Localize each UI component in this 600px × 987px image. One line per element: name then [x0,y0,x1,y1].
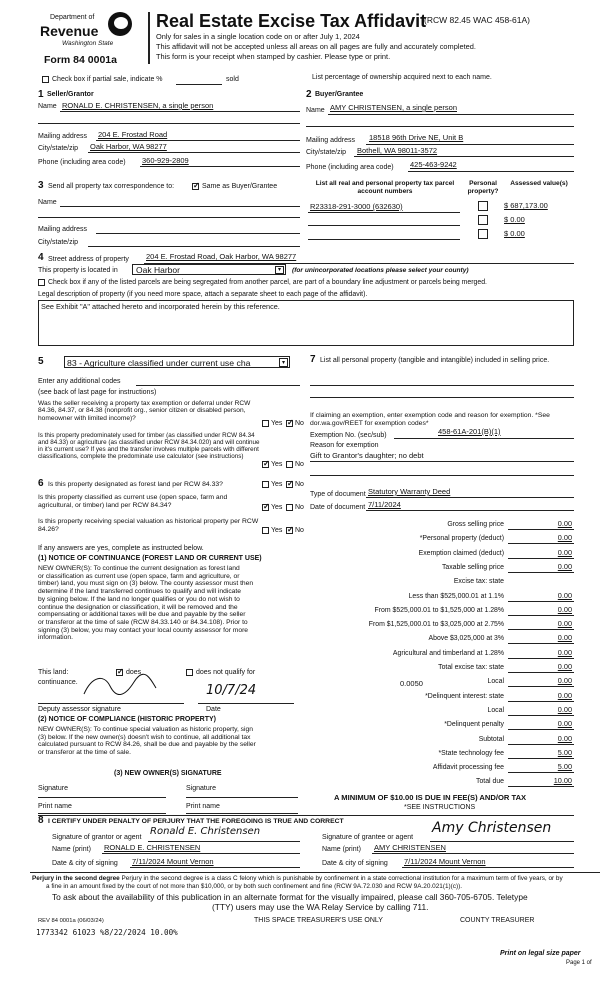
parcel-line-1 [308,212,460,213]
located-select[interactable] [132,264,286,275]
cont-line-5: continue the designation or classification, it will be removed and the [38,603,238,611]
buyer-phone-value[interactable]: 425-463-9242 [410,160,457,169]
print-name-line-1 [38,813,166,814]
tax-row-value[interactable]: 0.00 [557,533,572,543]
sec7-text: List all personal property (tangible and intangible) included in selling price. [320,357,550,364]
print-name-label-2: Print name [186,803,220,810]
treasurer-only: THIS SPACE TREASURER'S USE ONLY [254,917,383,924]
assessor-signature-scribble [80,672,160,700]
buyer-name-value[interactable]: AMY CHRISTENSEN, a single person [330,103,457,112]
partial-pct-line [176,84,222,85]
buyer-city-label: City/state/zip [306,149,347,156]
hist-line-3: or transferor at the time of sale. [38,749,131,757]
cont-line-0: NEW OWNER(S): To continue the current designation as forest land [38,565,240,572]
seller-mailing-label: Mailing address [38,133,88,140]
tax-row-line [508,615,574,616]
tax-row-line [508,629,574,630]
boundary-label: Check box if any of the listed parcels are being segregated from another parcel, are part of a boundary line adjustment or parcels being merged. [48,279,487,286]
tax-row-value[interactable]: 0.00 [557,690,572,700]
hist-line-1: (3) below. If the new owner(s) doesn't wish to continue, all additional tax [38,733,251,741]
tax-row-line [508,572,574,573]
tax-row-line [508,686,574,687]
sec6-q2-yes-checkbox[interactable] [262,504,269,511]
partial-sale-label: Check box if partial sale, indicate % [52,76,163,83]
cont-line-8: signing (3) below, you may contact your local county assessor for more [38,626,249,634]
wa-swoosh-inner [114,17,128,29]
located-label: This property is located in [38,267,118,274]
sec3-city-label: City/state/zip [38,239,79,246]
dept-line2: Revenue [40,23,99,39]
tax-row-label: Excise tax: state [453,578,504,586]
sec3-mailing-line [96,233,300,234]
assessor-sig-line [38,703,184,704]
header-note1: Only for sales in a single location code on or after July 1, 2024 [156,32,360,41]
sec6-q2-yes-label: Yes [271,504,283,511]
alt-format-line2: (TTY) users may use the WA Relay Service by calling 711. [212,902,429,912]
tax-row-value[interactable]: 0.00 [557,633,572,643]
dept-line1: Department of [50,14,95,21]
boundary-checkbox[interactable] [38,279,45,286]
tax-row-label: Gross selling price [447,521,504,528]
perjury-text-1: Perjury in the second degree is a class C felony which is punishable by confinement in a state correctional institution for a maximum term of five years, or by [121,875,563,882]
sec6-q1-yes-label: Yes [271,481,283,488]
sec5-num: 5 [38,356,44,367]
personal-col-header: Personal property? [467,180,499,195]
signature-label-1: Signature [38,785,68,792]
buyer-mailing-line [366,144,574,145]
seller-city-value[interactable]: Oak Harbor, WA 98277 [90,142,167,151]
minimum-note: A MINIMUM OF $10.00 IS DUE IN FEE(S) AND/OR TAX [334,793,527,802]
seller-name-value[interactable]: RONALD E. CHRISTENSEN, a single person [62,101,214,110]
see-instructions: *SEE INSTRUCTIONS [404,804,476,811]
tax-row-value[interactable]: 0.00 [557,733,572,743]
hist-line-0: NEW OWNER(S): To continue special valuation as historic property, sign [38,726,253,733]
sec3-city-line [88,246,300,247]
grantor-date-label: Date & city of signing [52,860,118,867]
assessed-value-2[interactable]: $ 0.00 [504,215,525,224]
personal-property-checkbox-1[interactable] [478,201,488,211]
sec7-line-2 [310,397,574,398]
sec6-q3-no-checkbox[interactable] [286,527,293,534]
personal-property-checkbox-3[interactable] [478,229,488,239]
sec8-top-border [38,815,574,816]
chevron-down-icon[interactable]: ▾ [279,358,288,367]
assessor-date-line [198,703,294,704]
sec6-q1-no-label: No [295,481,304,488]
local-rate-value[interactable]: 0.0050 [400,679,423,688]
doc-date-value[interactable]: 7/11/2024 [368,500,401,509]
doc-type-line [366,497,574,498]
tax-row-line [508,601,574,602]
tax-row-value[interactable]: 0.00 [557,719,572,729]
tax-row-label: Exemption claimed (deduct) [418,549,504,557]
buyer-name-label: Name [306,107,325,114]
street-value[interactable]: 204 E. Frostad Road, Oak Harbor, WA 98277 [146,252,297,261]
sec5-q2-no-checkbox[interactable] [286,461,293,468]
tax-row-line [508,658,574,659]
sec5-q2-yes-label: Yes [271,461,283,468]
doc-type-value[interactable]: Statutory Warranty Deed [368,487,451,496]
new-owner-sig-line-2 [186,797,298,798]
doc-date-label: Date of document [310,504,366,511]
deputy-label: Deputy assessor signature [38,706,121,713]
seller-heading: Seller/Grantor [47,91,94,98]
signature-label-2: Signature [186,785,216,792]
tax-row-label: Local [487,706,504,714]
header-note3: This form is your receipt when stamped by cashier. Please type or print. [156,52,391,61]
tax-row-value[interactable]: 0.00 [557,547,572,557]
sec6-q3-no-label: No [295,527,304,534]
exempt-no-label: Exemption No. (sec/sub) [310,432,387,439]
parcel-col-header: List all real and personal property tax parcel account numbers [315,180,455,195]
sec3-label: Send all property tax correspondence to: [48,183,175,190]
print-name-line-2 [186,813,298,814]
tax-row-value[interactable]: 0.00 [557,662,572,671]
sec4-num: 4 [38,252,44,263]
continuance-label: continuance. [38,679,78,686]
doc-type-label: Type of document [310,491,366,498]
sec3-blank-line [38,217,300,218]
use-code-value: 83 - Agriculture classified under current use cha [67,358,251,368]
sec6-num: 6 [38,478,44,489]
reason-label: Reason for exemption [310,442,379,449]
tax-row-value[interactable]: 0.00 [557,704,572,714]
hist-line-2: calculated pursuant to RCW 84.26, shall be due and payable by the seller [38,741,256,749]
does-label: does [126,669,142,676]
if-yes-note: If any answers are yes, complete as instructed below. [38,545,204,552]
tax-row-line [508,772,574,773]
tax-row-label: Local [487,678,504,686]
dor-logo [38,10,138,60]
perjury-lead: Perjury in the second degree [32,875,120,882]
print-name-label-1: Print name [38,803,72,810]
county-treasurer: COUNTY TREASURER [460,917,535,924]
historic-heading: (2) NOTICE OF COMPLIANCE (HISTORIC PROPERTY) [38,716,216,723]
form-title: Real Estate Excise Tax Affidavit [156,11,427,31]
legal-label: Legal description of property (if you need more space, attach a separate sheet to each page of the affidavit). [38,291,368,298]
receipt-stamp: 1773342 61023 %8/22/2024 10.00% [36,928,178,937]
buyer-city-line [354,156,574,157]
buyer-name-line [328,114,574,115]
assessed-col-header: Assessed value(s) [510,180,568,187]
tax-row-value[interactable]: 10.00 [553,776,572,786]
grantor-sig-label: Signature of grantor or agent [52,834,142,841]
does-not-label: does not qualify for [196,669,256,676]
reason-value[interactable]: Gift to Grantor's daughter; no debt [310,451,424,460]
grantor-name-line [102,853,300,854]
buyer-num: 2 [306,89,312,100]
sec6-q1-no-checkbox[interactable] [286,481,293,488]
buyer-mailing-value[interactable]: 18518 96th Drive NE, Unit B [369,133,464,142]
tax-row-label: *Personal property (deduct) [419,535,504,543]
tax-row-label: Less than $525,000.01 at 1.1% [408,592,504,600]
sec5-q1: Was the seller receiving a property tax exemption or deferral under RCW 84.36, 84.37, or 84.38 (nonprofit org., senior citizen or disabled person, homeowner with limited income)? [38,400,251,422]
tax-row-label: Affidavit processing fee [432,764,504,772]
sec5-q1-yes-label: Yes [271,420,283,427]
cont-line-7: or transferor at the time of sale (RCW 84.33.140 or 84.34.108). Prior to [38,618,248,626]
tax-row-line [508,786,574,787]
seller-mailing-line [96,140,300,141]
rev-label: REV 84 0001a (06/03/24) [38,918,104,924]
assessed-value-1[interactable]: $ 687,173.00 [504,201,548,210]
grantor-name-label: Name (print) [52,846,91,853]
tax-row-value[interactable]: 0.00 [557,590,572,600]
this-land-label: This land: [38,669,69,676]
additional-codes-label: Enter any additional codes [38,378,121,385]
grantee-name-line [372,853,574,854]
sec3-name-label: Name [38,199,57,206]
grantor-name-value[interactable]: RONALD E. CHRISTENSEN [104,843,201,852]
tax-row-line [508,701,574,702]
reason-line-2 [310,475,574,476]
continuance-heading: (1) NOTICE OF CONTINUANCE (FOREST LAND OR CURRENT USE) [38,555,262,562]
sec7-num: 7 [310,354,316,365]
cont-line-6: compensating or additional taxes will be due and payable by the seller [38,611,246,619]
tax-row-value[interactable]: 0.00 [557,561,572,571]
tax-row-label: Total due [476,778,504,786]
seller-city-line [88,152,300,153]
legal-description-value: See Exhibit "A" attached hereto and incorporated herein by this reference. [41,302,280,311]
form-citation: (RCW 82.45 WAC 458-61A) [424,15,530,25]
grantor-date-line [130,867,300,868]
sec6-q1: Is this property designated as forest land per RCW 84.33? [48,481,223,488]
buyer-heading: Buyer/Grantee [315,91,364,98]
header-note2: This affidavit will not be accepted unless all areas on all pages are fully and accurately completed. [156,42,476,51]
seller-phone-label: Phone (including area code) [38,159,126,166]
tax-row-line [508,758,574,759]
grantee-name-label: Name (print) [322,846,361,853]
located-select-value: Oak Harbor [136,265,180,275]
sec5-q2: Is this property predominately used for timber (as classified under RCW 84.34 and 84.33) or agriculture (as classified under RCW 84.34.020) and will continue in it's current use? If yes and the transfer involves multiple parcels with different classifications, complete the predominate use calculator (see instructions) [38,432,260,461]
seller-name-line [60,111,300,112]
date-label: Date [206,706,221,713]
sec6-q2-no-checkbox[interactable] [286,504,293,511]
sec5-q1-yes-checkbox[interactable] [262,420,269,427]
alt-format-line1: To ask about the availability of this publication in an alternate format for the visually impaired, please call 360-705-6705. Teletype [52,892,528,902]
sec6-q3-yes-checkbox[interactable] [262,527,269,534]
parcel-line-3 [308,239,460,240]
grantor-date-value[interactable]: 7/11/2024 Mount Vernon [132,857,214,866]
tax-row-line [508,543,574,544]
seller-phone-line [140,166,300,167]
tax-row-label: *Delinquent penalty [444,721,504,729]
seller-blank-line [38,123,300,124]
assessor-sign-date[interactable]: 10/7/24 [206,683,257,698]
cont-line-9: information. [38,634,73,642]
sec5-q2-no-label: No [295,461,304,468]
tax-row-value[interactable]: 0.00 [557,519,572,528]
additional-codes-line [136,385,300,386]
buyer-blank-line [306,126,574,127]
sec3-mailing-label: Mailing address [38,226,88,233]
list-pct-note: List percentage of ownership acquired next to each name. [312,74,492,81]
tax-row-value[interactable]: 0.00 [557,619,572,629]
buyer-phone-line [408,171,574,172]
reason-line [310,461,574,462]
sec6-q2: Is this property classified as current use (open space, farm and agricultural, or timber) land per RCW 84.34? [38,494,228,509]
exempt-claim-note: If claiming an exemption, enter exemption code and reason for exemption. *See dor.wa.gov/REET for exemption codes* [310,412,550,427]
same-as-buyer-label: Same as Buyer/Grantee [202,183,278,190]
tax-row-label: Agricultural and timberland at 1.28% [392,649,504,657]
grantee-date-value[interactable]: 7/11/2024 Mount Vernon [404,857,486,866]
personal-property-checkbox-2[interactable] [478,215,488,225]
tax-row-value[interactable]: 5.00 [557,762,572,772]
tax-row-value[interactable]: 0.00 [557,604,572,614]
partial-sold-label: sold [226,76,239,83]
tax-row-label: *State technology fee [438,749,504,757]
tax-row-value[interactable]: 0.00 [557,676,572,686]
tax-row-line [508,729,574,730]
sec7-line-1 [310,385,574,386]
tax-row-line [508,643,574,644]
unincorp-note: (for unincorporated locations please select your county) [292,267,469,274]
tax-row-label: Above $3,025,000 at 3% [428,635,504,643]
see-back-note: (see back of last page for instructions) [38,389,157,396]
same-as-buyer-checkbox[interactable] [192,183,199,190]
assessed-value-3[interactable]: $ 0.00 [504,229,525,238]
grantee-sig-label: Signature of grantee or agent [322,834,414,841]
tax-row-label: Total excise tax: state [438,664,504,671]
tax-row-line [508,529,574,530]
tax-row-line [508,558,574,559]
use-code-select[interactable] [64,356,290,368]
cont-line-1: or classification as current use (open space, farm and agriculture, or [38,572,240,580]
grantor-signature[interactable]: Ronald E. Christensen [150,826,261,837]
sec6-q3: Is this property receiving special valuation as historical property per RCW 84.26? [38,518,259,533]
seller-city-label: City/state/zip [38,145,79,152]
tax-row-label: From $1,525,000.01 to $3,025,000 at 2.75% [368,621,504,629]
historic-text [38,726,256,757]
tax-row-line [508,715,574,716]
tax-row-value[interactable]: 0.00 [557,647,572,657]
tax-row-label: Subtotal [478,735,504,743]
sec5-q2-yes-checkbox[interactable] [262,461,269,468]
cont-line-3: determine if the land transferred continues to qualify and will indicate [38,588,241,596]
tax-row-line [508,672,574,673]
cont-line-4: by signing below. If the land no longer qualifies or you do not wish to [38,595,240,603]
new-owner-sig-line-1 [38,797,166,798]
parcel-number-1[interactable]: R23318-291-3000 (632630) [310,202,403,211]
grantor-sig-line [148,841,300,842]
page-number: Page 1 of [566,960,592,966]
legal-paper-note: Print on legal size paper [500,950,581,957]
tax-row-line [508,744,574,745]
continuance-text [38,565,253,642]
sec5-q1-no-label: No [295,420,304,427]
tax-row-value[interactable]: 5.00 [557,747,572,757]
sec6-q2-no-label: No [295,504,304,511]
sec6-q3-yes-label: Yes [271,527,283,534]
partial-sale-checkbox[interactable] [42,76,49,83]
exempt-no-value[interactable]: 458-61A-201(B)(1) [438,427,501,436]
seller-mailing-value[interactable]: 204 E. Frostad Road [98,130,168,139]
buyer-mailing-label: Mailing address [306,137,356,144]
parcel-line-2 [308,225,460,226]
dept-line3: Washington State [62,40,114,47]
buyer-city-value[interactable]: Bothell, WA 98011-3572 [357,146,438,155]
footer-top-border [30,872,600,873]
exempt-no-line [394,438,574,439]
perjury-line2: a fine in an amount fixed by the court of not more than $10,000, or by both such confinement and fine (RCW 9A.72.030 and RCW 9A.20.021(1)(c)). [46,883,462,890]
buyer-phone-label: Phone (including area code) [306,164,394,171]
grantee-date-line [402,867,574,868]
chevron-down-icon[interactable]: ▾ [275,266,284,274]
sec3-num: 3 [38,180,44,191]
new-owner-sig-heading: (3) NEW OWNER(S) SIGNATURE [114,770,222,777]
grantee-signature[interactable]: Amy Christensen [432,820,552,836]
form-number: Form 84 0001a [44,54,117,66]
sec6-q1-yes-checkbox[interactable] [262,481,269,488]
grantee-sig-line [430,841,574,842]
seller-name-label: Name [38,103,57,110]
seller-phone-value[interactable]: 360-929-2809 [142,156,189,165]
sec3-name-line [60,206,300,207]
cont-line-2: timber) land, you must sign on (3) below. The county assessor must then [38,580,254,588]
street-label: Street address of property [48,256,129,263]
doc-date-line [366,510,574,511]
tax-row-label: *Delinquent interest: state [425,692,504,700]
grantee-date-label: Date & city of signing [322,860,388,867]
tax-row-label: Taxable selling price [441,563,504,571]
perjury-line1 [32,875,563,882]
tax-row-label: From $525,000.01 to $1,525,000 at 1.28% [374,606,504,614]
sec5-q1-no-checkbox[interactable] [286,420,293,427]
does-not-qualify-checkbox[interactable] [186,669,193,676]
seller-num: 1 [38,89,44,100]
grantee-name-value[interactable]: AMY CHRISTENSEN [374,843,446,852]
header-divider [148,12,150,64]
legal-description-field[interactable] [38,300,574,346]
certify-text: I CERTIFY UNDER PENALTY OF PERJURY THAT THE FOREGOING IS TRUE AND CORRECT [48,818,344,825]
sec8-num: 8 [38,815,44,826]
